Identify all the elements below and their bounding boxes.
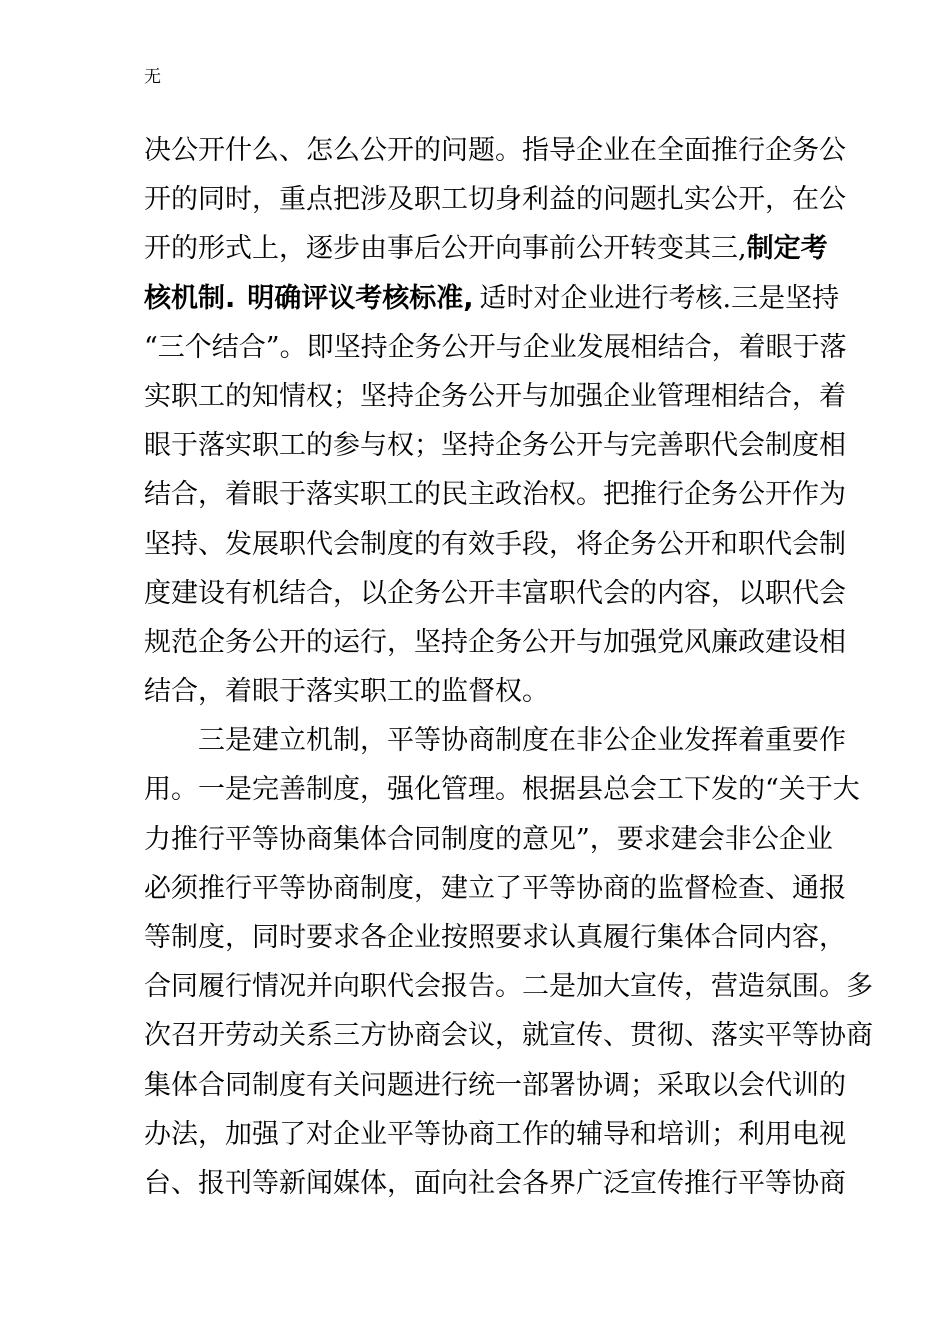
text-line: 力推行平等协商集体合同制度的意见”，要求建会非公企业 [144,823,833,855]
text-line: 结合，着眼于落实职工的民主政治权。把推行企务公开作为 [144,479,846,511]
bold-text: 明确评议考核标准, [247,282,474,314]
text-line: 必须推行平等协商制度，建立了平等协商的监督检查、通报 [144,872,846,904]
text-line [144,274,840,323]
text-line: 等制度，同时要求各企业按照要求认真履行集体合同内容， [144,922,846,953]
bold-text: 核机制. [144,282,236,314]
text-line: 合同履行情况并向职代会报告。二是加大宣传，营造氛围。多 [144,971,873,1003]
text-line: 次召开劳动关系三方协商会议，就宣传、贯彻、落实平等协商 [144,1020,873,1052]
text-run: 开的形式上，逐步由事后公开向事前公开转变其三, [144,233,747,265]
text-line: 台、报刊等新闻媒体，面向社会各界广泛宣传推行平等协商 [144,1167,846,1199]
text-line: 坚持、发展职代会制度的有效手段，将企务公开和职代会制 [144,528,846,560]
text-line: 开的同时，重点把涉及职工切身利益的问题扎实公开，在公 [144,184,846,216]
document-body [144,126,873,1208]
text-line: 结合，着眼于落实职工的监督权。 [144,676,549,708]
text-line: 眼于落实职工的参与权；坚持企务公开与完善职代会制度相 [144,430,846,462]
text-run: 适时对企业进行考核.三是坚持 [479,282,840,314]
bold-text: 制定考 [746,233,828,265]
text-line [144,224,828,273]
paragraph-2 [144,716,873,1208]
text-line: 用。一是完善制度，强化管理。根据县总会工下发的“关于大 [144,774,860,806]
text-line: 规范企务公开的运行，坚持企务公开与加强党风廉政建设相 [144,626,846,658]
text-line: 决公开什么、怎么公开的问题。指导企业在全面推行企务公 [144,135,846,166]
text-line: 实职工的知情权；坚持企务公开与加强企业管理相结合，着 [144,380,846,412]
paragraph-1 [144,126,847,716]
text-line: “三个结合”。即坚持企务公开与企业发展相结合，着眼于落 [144,331,847,363]
text-line: 度建设有机结合，以企务公开丰富职代会的内容，以职代会 [144,577,846,609]
page-header: 无 [144,67,161,87]
text-line: 办法，加强了对企业平等协商工作的辅导和培训；利用电视 [144,1118,846,1150]
text-line: 集体合同制度有关问题进行统一部署协调；采取以会代训的 [144,1069,846,1101]
text-line: 三是建立机制，平等协商制度在非公企业发挥着重要作 [198,725,846,757]
